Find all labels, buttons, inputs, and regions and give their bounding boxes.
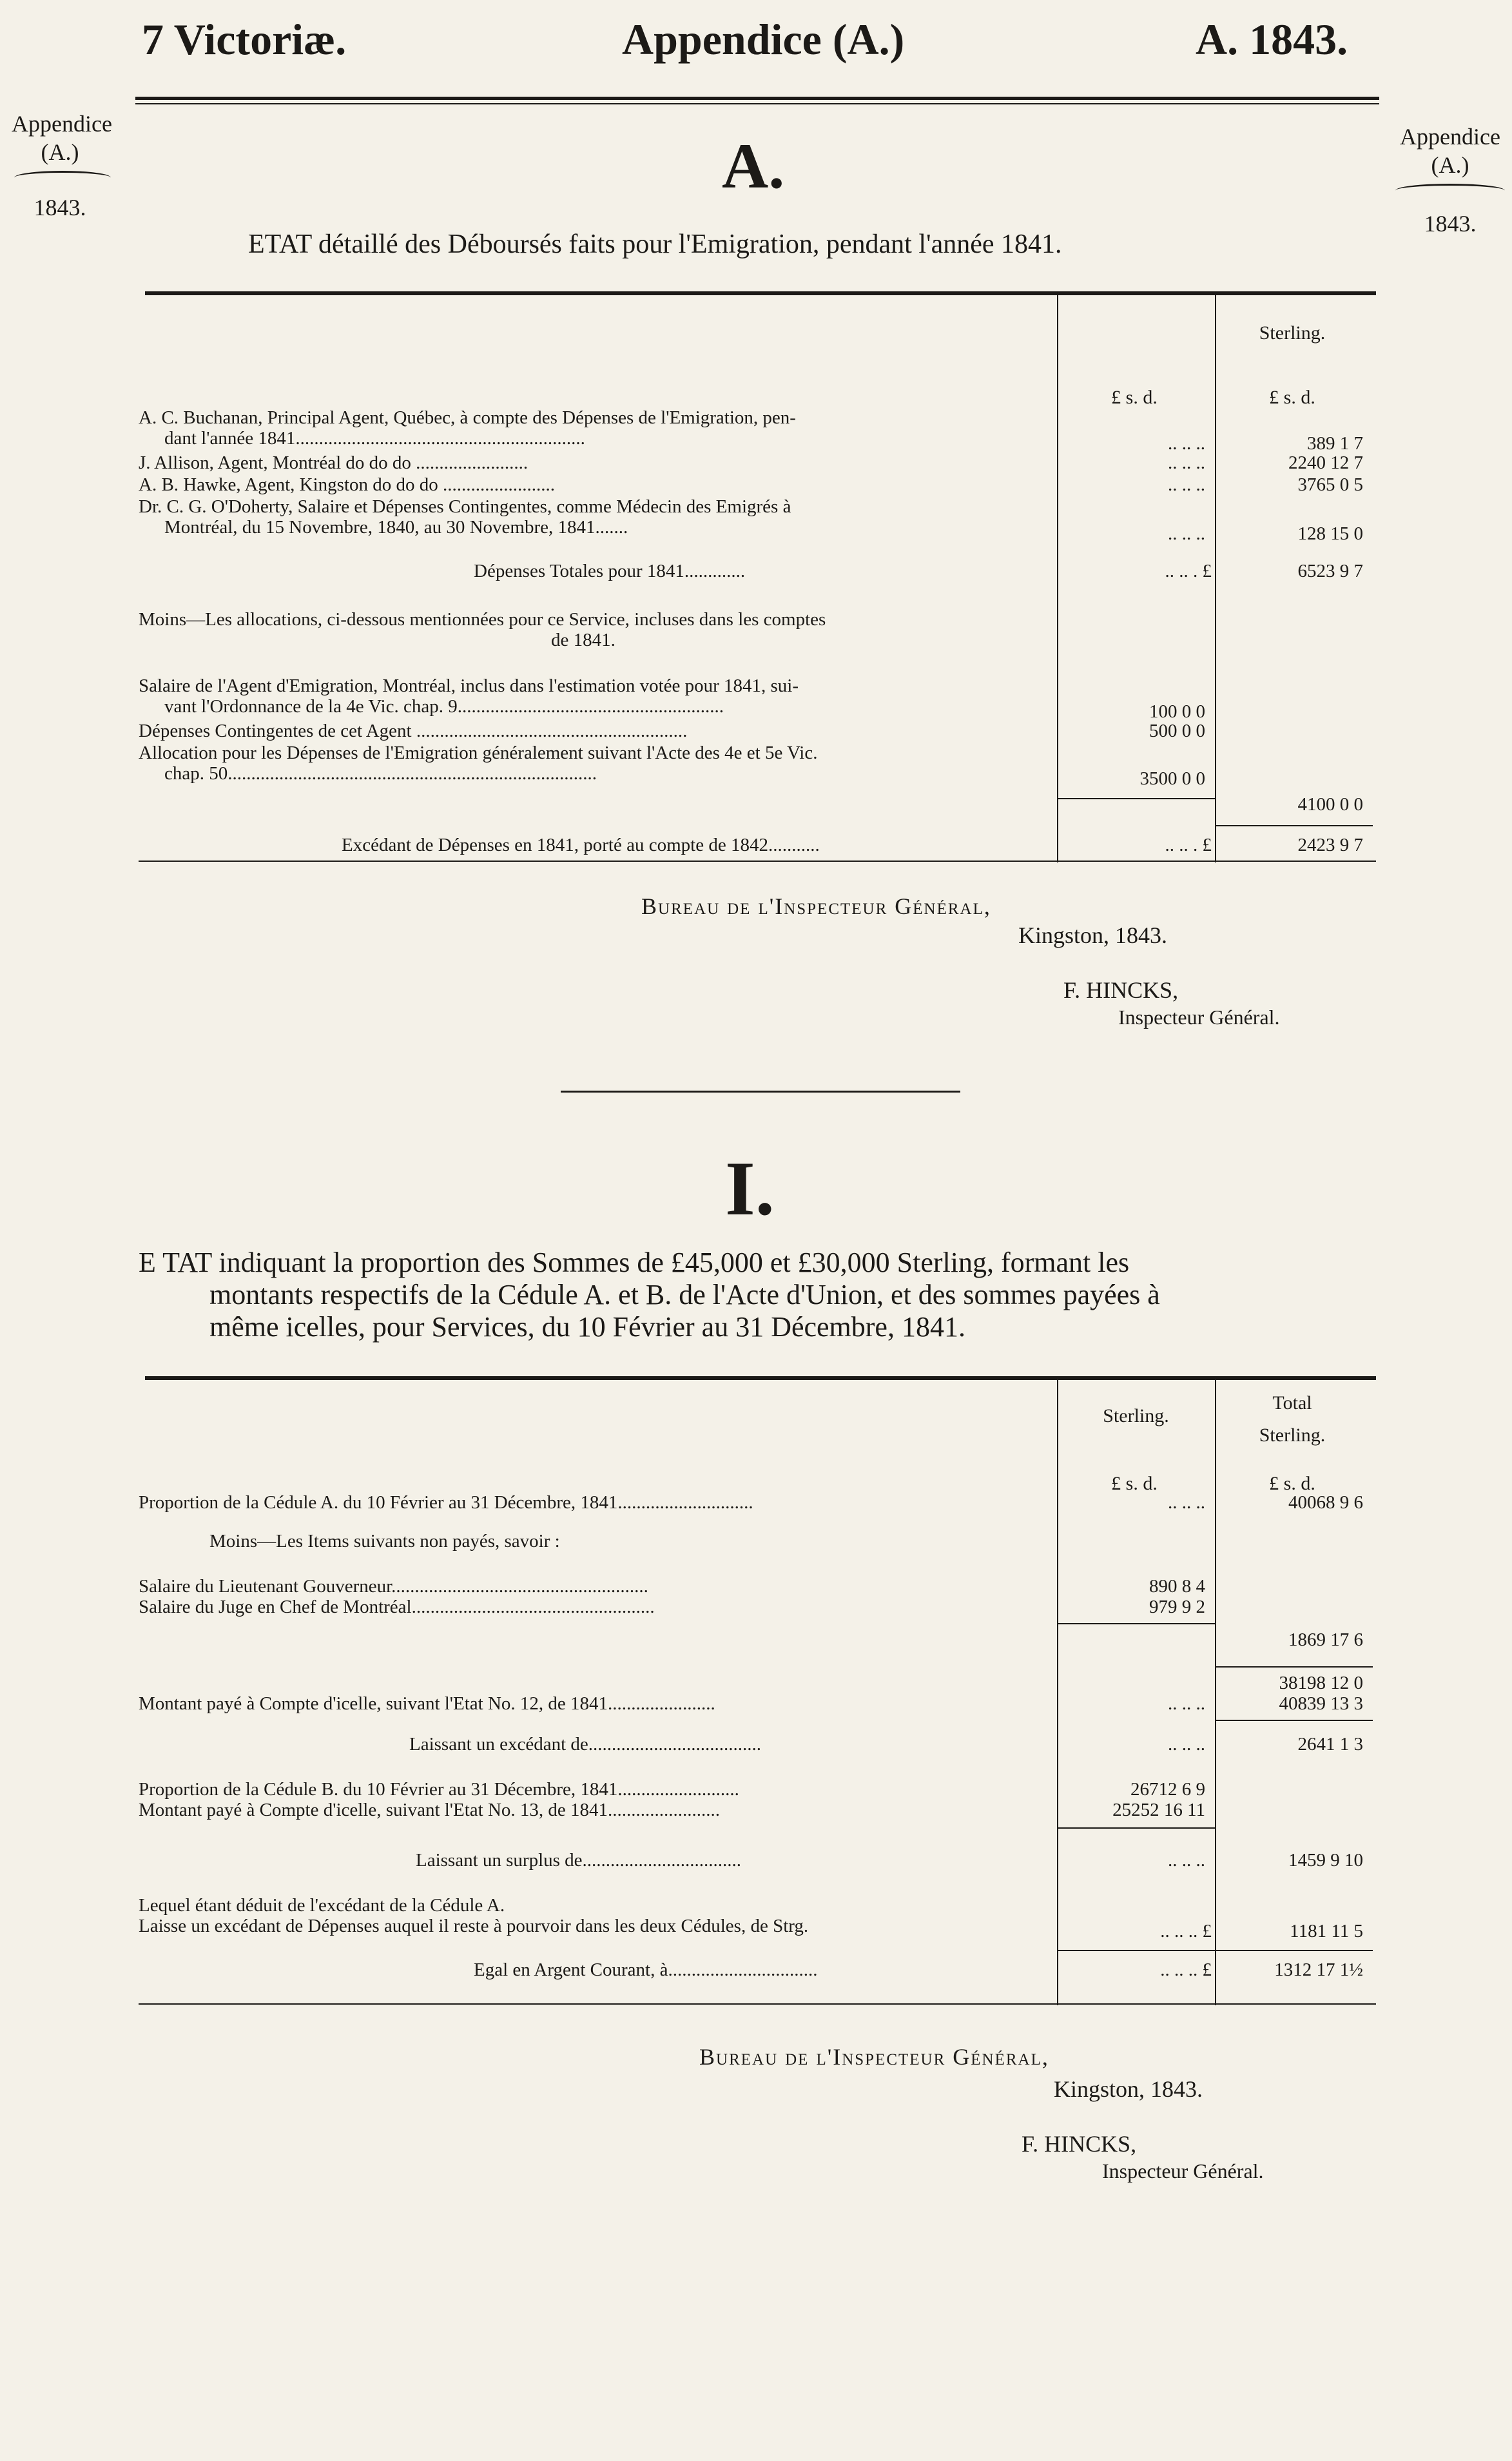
row-i1-amount: 40068 9 6 xyxy=(1288,1492,1363,1513)
row-i11-amount: 1459 9 10 xyxy=(1288,1850,1363,1871)
alloc-1-amount: 100 0 0 xyxy=(1149,701,1205,722)
row-a1-desc: A. C. Buchanan, Principal Agent, Québec, à compte des Dépenses de l'Emigration, pen- xyxy=(139,407,796,428)
section-a-title: ETAT détaillé des Déboursés faits pour l'Emigration, pendant l'année 1841. xyxy=(248,229,1062,259)
sig-i-name: F. HINCKS, xyxy=(1022,2131,1137,2157)
moins-a-text: Moins—Les allocations, ci-dessous mentionnées pour ce Service, incluses dans les comptes xyxy=(139,609,826,630)
row-i14-amount: 1312 17 1½ xyxy=(1274,1960,1363,1980)
excedant-a-mid: .. .. . £ xyxy=(1165,835,1212,855)
sig-i-office: Bureau de l'Inspecteur Général, xyxy=(699,2044,1049,2070)
table-i-top-rule xyxy=(145,1376,1376,1380)
header-right: A. 1843. xyxy=(1196,15,1348,64)
row-i7-amount: 40839 13 3 xyxy=(1279,1693,1363,1714)
alloc-subtotal-rule xyxy=(1057,798,1215,799)
row-i11-desc: Laissant un surplus de.................................. xyxy=(416,1850,742,1871)
margin-label: Appendice xyxy=(12,111,112,137)
margin-year-left: 1843. xyxy=(34,195,86,220)
header-left: 7 Victoriæ. xyxy=(142,15,347,64)
row-a3-amount: 3765 0 5 xyxy=(1297,474,1363,495)
table-i-bottom-rule xyxy=(139,2003,1376,2005)
row-i3-desc: Salaire du Lieutenant Gouverneur....................................................... xyxy=(139,1576,648,1597)
alloc-total-amount: 4100 0 0 xyxy=(1297,794,1363,815)
table-i-col-total: Total xyxy=(1272,1392,1312,1414)
row-i4-amount: 979 9 2 xyxy=(1149,1597,1205,1617)
margin-brace-left xyxy=(14,171,111,184)
row-i8-amount: 2641 1 3 xyxy=(1297,1734,1363,1755)
sig-a-office: Bureau de l'Inspecteur Général, xyxy=(641,893,991,919)
row-i-excedant-rule xyxy=(1215,1720,1373,1721)
row-i-final-rule xyxy=(1057,1950,1373,1951)
row-i7-mid: .. .. .. xyxy=(1168,1693,1205,1714)
row-i14-desc: Egal en Argent Courant, à................................ xyxy=(474,1960,818,1980)
row-i1-desc: Proportion de la Cédule A. du 10 Février au 31 Décembre, 1841............................. xyxy=(139,1492,753,1513)
section-i-title-line1: E TAT indiquant la proportion des Sommes de £45,000 et £30,000 Sterling, formant les xyxy=(139,1247,1130,1278)
row-a1-desc-cont: dant l'année 1841.............................................................. xyxy=(164,428,585,449)
table-a-col-sterling: Sterling. xyxy=(1259,322,1326,344)
table-a-col-divider-2 xyxy=(1215,295,1216,862)
margin-sub: (A.) xyxy=(41,139,79,165)
section-i-letter: I. xyxy=(725,1145,775,1231)
row-i-subtotal-rule xyxy=(1057,1623,1215,1624)
row-i-surplus-rule xyxy=(1057,1827,1215,1829)
row-i10-desc: Montant payé à Compte d'icelle, suivant l'Etat No. 13, de 1841........................ xyxy=(139,1800,721,1820)
row-a1-amount: 389 1 7 xyxy=(1307,433,1363,454)
row-i13-amount: 1181 11 5 xyxy=(1290,1921,1363,1941)
margin-brace-right xyxy=(1395,184,1505,197)
sig-a-name: F. HINCKS, xyxy=(1063,977,1179,1003)
table-i-units-left: £ s. d. xyxy=(1111,1473,1158,1494)
alloc-3-amount: 3500 0 0 xyxy=(1139,768,1205,789)
alloc-1-desc: Salaire de l'Agent d'Emigration, Montréal, inclus dans l'estimation votée pour 1841, sui- xyxy=(139,676,799,696)
table-i-col-sterling: Sterling. xyxy=(1103,1405,1169,1426)
header-center: Appendice (A.) xyxy=(622,15,905,64)
row-i10-amount: 25252 16 11 xyxy=(1112,1800,1205,1820)
table-a-col-divider-1 xyxy=(1057,295,1058,862)
row-i2-desc: Moins—Les Items suivants non payés, savoir : xyxy=(209,1531,560,1552)
alloc-2-amount: 500 0 0 xyxy=(1149,721,1205,741)
row-a2-desc: J. Allison, Agent, Montréal do do do ........................ xyxy=(139,452,528,473)
row-i8-desc: Laissant un excédant de..................................... xyxy=(409,1734,762,1755)
row-i8-mid: .. .. .. xyxy=(1168,1734,1205,1755)
row-i7-desc: Montant payé à Compte d'icelle, suivant l'Etat No. 12, de 1841....................... xyxy=(139,1693,715,1714)
margin-label: Appendice xyxy=(1400,124,1500,150)
row-i11-mid: .. .. .. xyxy=(1168,1850,1205,1871)
alloc-3-desc-cont: chap. 50............................................................................... xyxy=(164,763,597,784)
section-i-title-line2: montants respectifs de la Cédule A. et B. de l'Acte d'Union, et des sommes payées à xyxy=(209,1279,1160,1310)
moins-a-text-cont: de 1841. xyxy=(551,630,615,650)
table-a-top-rule xyxy=(145,291,1376,295)
row-i12-desc: Lequel étant déduit de l'excédant de la Cédule A. xyxy=(139,1895,505,1916)
row-i13-desc: Laisse un excédant de Dépenses auquel il reste à pourvoir dans les deux Cédules, de Strg. xyxy=(139,1916,809,1936)
row-a4-desc-cont: Montréal, du 15 Novembre, 1840, au 30 Novembre, 1841....... xyxy=(164,517,628,538)
row-i4-desc: Salaire du Juge en Chef de Montréal.................................................... xyxy=(139,1597,655,1617)
sig-a-title: Inspecteur Général. xyxy=(1118,1006,1280,1029)
row-i5-amount: 1869 17 6 xyxy=(1288,1629,1363,1650)
table-a-bottom-rule xyxy=(139,861,1376,862)
sig-a-place: Kingston, 1843. xyxy=(1018,922,1168,948)
row-a2-mid: .. .. .. xyxy=(1168,452,1205,473)
margin-sub: (A.) xyxy=(1431,152,1469,178)
total-a-mid: .. .. . £ xyxy=(1165,561,1212,581)
row-a2-amount: 2240 12 7 xyxy=(1288,452,1363,473)
section-a-letter: A. xyxy=(722,130,785,202)
row-i-net-rule xyxy=(1215,1666,1373,1668)
row-a3-desc: A. B. Hawke, Agent, Kingston do do do ........................ xyxy=(139,474,556,495)
alloc-1-desc-cont: vant l'Ordonnance de la 4e Vic. chap. 9......................................................... xyxy=(164,696,724,717)
header-rule xyxy=(135,97,1379,100)
row-a3-mid: .. .. .. xyxy=(1168,474,1205,495)
total-a-label: Dépenses Totales pour 1841............. xyxy=(474,561,746,581)
margin-note-right xyxy=(1392,122,1508,179)
total-a-amount: 6523 9 7 xyxy=(1297,561,1363,581)
row-a1-mid: .. .. .. xyxy=(1168,433,1205,454)
row-a4-desc: Dr. C. G. O'Doherty, Salaire et Dépenses Contingentes, comme Médecin des Emigrés à xyxy=(139,496,791,517)
row-i9-amount: 26712 6 9 xyxy=(1130,1779,1205,1800)
alloc-2-desc: Dépenses Contingentes de cet Agent .......................................................... xyxy=(139,721,688,741)
row-i1-mid: .. .. .. xyxy=(1168,1492,1205,1513)
table-i-units-right: £ s. d. xyxy=(1269,1473,1315,1494)
sig-i-title: Inspecteur Général. xyxy=(1102,2159,1264,2183)
table-i-col-total-sterling: Sterling. xyxy=(1259,1425,1326,1446)
row-i6-amount: 38198 12 0 xyxy=(1279,1673,1363,1693)
table-a-units-right: £ s. d. xyxy=(1269,387,1315,408)
table-a-units-left: £ s. d. xyxy=(1111,387,1158,408)
row-a4-mid: .. .. .. xyxy=(1168,523,1205,544)
section-separator xyxy=(561,1091,960,1093)
margin-year-right: 1843. xyxy=(1424,211,1477,237)
margin-note-left xyxy=(12,110,112,166)
row-a4-amount: 128 15 0 xyxy=(1297,523,1363,544)
excedant-a-amount: 2423 9 7 xyxy=(1297,835,1363,855)
sig-i-place: Kingston, 1843. xyxy=(1054,2076,1203,2102)
header-rule-thin xyxy=(135,103,1379,104)
alloc-3-desc: Allocation pour les Dépenses de l'Emigration généralement suivant l'Acte des 4e et 5e Vic. xyxy=(139,743,818,763)
row-i14-mid: .. .. .. £ xyxy=(1160,1960,1212,1980)
row-i3-amount: 890 8 4 xyxy=(1149,1576,1205,1597)
row-i13-mid: .. .. .. £ xyxy=(1160,1921,1212,1941)
excedant-rule xyxy=(1215,825,1373,826)
row-i9-desc: Proportion de la Cédule B. du 10 Février au 31 Décembre, 1841.......................... xyxy=(139,1779,739,1800)
excedant-a-label: Excédant de Dépenses en 1841, porté au compte de 1842........... xyxy=(342,835,820,855)
section-i-title-line3: même icelles, pour Services, du 10 Février au 31 Décembre, 1841. xyxy=(209,1311,965,1343)
